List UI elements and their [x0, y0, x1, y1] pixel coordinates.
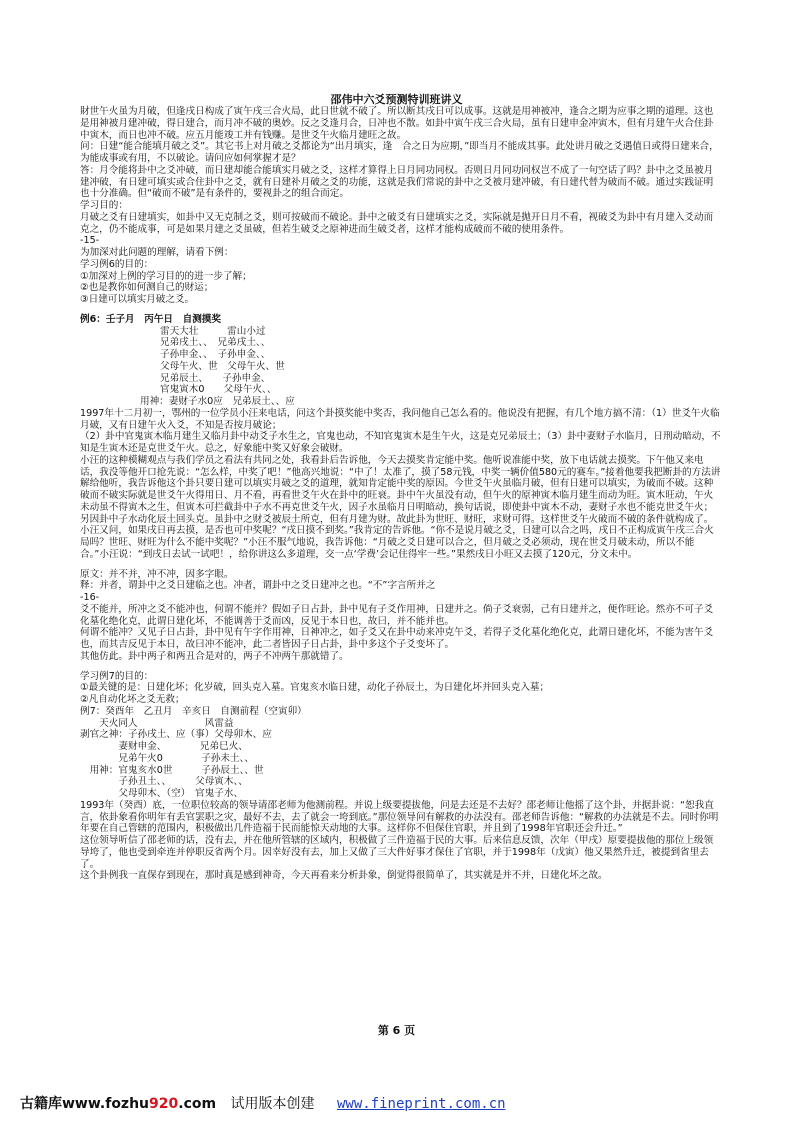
chart-line: 子孙丑土、、 父母寅木、、 [80, 776, 248, 788]
paragraph: 问：日建“能合能填月破之爻”。其它书上对月破之爻都论为“出月填实，逢 合之日为应期，”即当月不能成其事。此处讲月破之爻遇值日或得日建来合，为能成事或有用，不以破论。请问应如何掌握才是？ [80, 141, 719, 164]
chart-line: 雷天大壮 雷山小过 [160, 325, 266, 337]
site-suffix: .com [178, 1096, 217, 1112]
paragraph: 1997年十二月初一，鄂州的一位学员小汪来电话，问这个卦摸奖能中奖否，我问他自己怎么看的。他说没有把握，有几个地方搞不清：（1）世爻午火临月破，又有日建午火入爻，不知是否按月破论； [80, 407, 720, 431]
chart-line: 兄弟辰土、 子孙申金、 [160, 372, 271, 384]
chart-line: 剥官之神：子孙戌土、应（事）父母卯木、应 [80, 729, 272, 741]
chart-line: 用神：官鬼亥水0世 子孙辰土、、世 [80, 764, 264, 776]
list-item: ②也是教你如何测自己的财运； [80, 282, 214, 294]
paragraph: 財世午火虽为月破，但逢戌日构成了寅午戌三合火局，此日世就不破了。所以断其戌日可以成事。这就是用神被冲，逢合之期为应事之期的道理。这也是用神被月建冲破，得日建合，而月冲不破的奥妙。反之爻逢月合，日冲也不散。如卦中寅午戌三合火局，虽有日建申金冲寅木，但有月建午火合住卦中寅木，而日也冲不破。应五月能竣工并有钱赚。是世爻午火临月建旺之故。 [80, 106, 714, 141]
paragraph: 为加深对此问题的理解，请看下例： [80, 247, 234, 258]
paragraph: 其他仿此。卦中两子和两丑合是对的，两子不冲两午那就错了。 [80, 650, 349, 662]
chart-line: 兄弟戌土、、 兄弟戌土、、 [160, 337, 271, 349]
chart-line: 父母午火、世 父母午火、世 [160, 360, 285, 372]
page-number: 第 6 页 [377, 1024, 416, 1037]
paragraph: 1993年（癸酉）底，一位职位较高的领导请邵老师为他测前程。并说上级要提拔他，问是去还是不去好？邵老师让他摇了这个卦，并据卦说：“恕我直言，依卦象看你明年有丢官罢职之灾，最好不去，去了就会一垮到底。”那位领导问有解救的办法没有。邵老师告诉他：“解救的办法就是不去。同时你明年要在自己管辖的范围内，积极做出几件造福于民而能惊天动地的大事。这样你不但保住官职，并且到了1998年官职还会升迁。” [80, 799, 719, 835]
paragraph: 月破之爻有日建填实，如卦中又无克制之爻，则可按破而不破论。卦中之破爻有日建填实之爻，实际就是抛开日月不看，视破爻为卦中有月建入爻动而克之，仍不能成事，可是如果月建之爻虽破，但若生破爻之原神进而生破爻者，这样才能构成破而不破的使用条件。 [80, 211, 714, 235]
chart-line: 天火同人 风雷益 [80, 717, 234, 729]
original-text: 原文：并不并，冲不冲，因多字眼。 [80, 568, 234, 580]
page-header-title: 邵伟中六爻预测特训班讲义 [330, 93, 463, 106]
list-item: ③日建可以填实月破之爻。 [80, 294, 195, 305]
section-heading: 学习例7的目的： [80, 670, 154, 682]
chart-line: 用神：妻财子水0应 兄弟辰土、、应 [140, 396, 295, 407]
example-title: 例6：壬子月 丙午日 自测摸奖 [80, 313, 221, 325]
paragraph: 何谓不能冲？又见子日占卦，卦中见有午字作用神，日神冲之，如子爻又在卦中动来冲克午爻，若得子爻化墓化绝化克，此谓日建化坏，不能为害午爻也，而其吉反见于本日，故曰冲不能冲，此二者皆因子日占卦，卦中多这个子爻变坏了。 [80, 627, 714, 650]
brand-name: 古籍库 [20, 1096, 62, 1112]
section-heading: 学习目的： [80, 200, 128, 211]
chart-line: 兄弟午火0 子孙未土、、 [80, 752, 254, 764]
explanation: 释：并者，谓卦中之爻日建临之也。冲者，谓卦中之爻日建冲之也。“不”字言所并之 [80, 580, 436, 592]
chart-line: 父母卯木、（空） 官鬼子水、 [80, 788, 244, 799]
paragraph: 爻不能并，所冲之爻不能冲也，何谓不能并？假如子日占卦，卦中见有子爻作用神，日建并之。倘子爻衰弱，己有日建并之，便作旺论。然亦不可子爻化墓化绝化克，此谓日建化坏，不能调善于爻而凶，反见于本日也，故曰，并不能并也。 [80, 603, 714, 627]
document-body [80, 106, 722, 882]
chart-line: 子孙申金、、 子孙申金、、 [160, 349, 271, 360]
page-marker: -16- [80, 592, 100, 603]
site-prefix: www.fozhu [62, 1096, 150, 1112]
example-title: 例7：癸酉年 乙丑月 辛亥日 自测前程（空寅卯） [80, 705, 307, 717]
website-link-fineprint[interactable]: www.fineprint.com.cn [336, 1096, 506, 1112]
paragraph: 这个卦例我一直保存到现在，那时真是感到神奇，今天再看来分析卦象，倒觉得很简单了，其实就是并不并，日建化坏之故。 [80, 870, 608, 882]
chart-line: 官鬼寅木0 父母午火、、 [160, 384, 277, 396]
paragraph: 这位领导听信了邵老师的话，没有去，并在他所管辖的区域内，积极做了三件造福于民的大事。后来信息反馈，次年（甲戌）原要提拔他的那位上级领导垮了，他也受到牵连并停职反省两个月。因幸好没有去，加上又做了三大件好事才保住了官职，并于1998年（戊寅）他又果然升迁，被提到省里去了。 [80, 835, 714, 870]
list-item: ①加深对上例的学习目的的进一步了解； [80, 270, 252, 282]
section-heading: 学习例6的目的： [80, 258, 154, 270]
paragraph: 小汪的这种模糊观点与我们学员之看法有共同之处，我看卦后告诉他，今天去摸奖肯定能中奖。他听说准能中奖，放下电话就去摸奖。下午他又来电话，我没等他开口抢先说：“怎么样，中奖了吧！”他高兴地说：“中了！太准了，摸了58元钱，中奖一辆价值580元的赛车。”接着他要我把断卦的方法讲解给他听，我告诉他这个卦只要日建可以填实月破之爻的道理，就知肯定能中奖的原因。今世爻午火虽临月破，但有日建可以填实，为破而不破。这种破而不破实际就是世爻午火得用日、月不看，再看世爻午火在卦中的旺衰。卦中午火虽没有动，但午火的原神寅木临月建生而动为旺。寅木旺动，午火未动虽不得寅木之生，但寅木可拦截卦中子水不再克世爻午火，因子水虽临月日明暗动，换句话说，即使卦中寅木不动，妻财子水也不能克世爻午火；另因卦中子水动化辰土回头克。虽卦中之财爻被辰土所克，但有月建为财。故此卦为世旺、财旺，求财可得。这样世爻午火破而不破的条件就构成了。 [80, 454, 721, 525]
example-7-chart [80, 718, 722, 800]
list-item: ②凡自动化坏之爻无救； [80, 694, 185, 705]
paragraph: 小汪又问，如果戌日再去摸，是否也可中奖呢？“戌日摸不到奖。”我肯定的告诉他。“你不是说月破之爻，日建可以合之吗，戌日不正构成寅午戌三合火局吗？世旺、财旺为什么不能中奖呢？”小汪不服气地说，我告诉他：“月破之爻日建可以合之，但月破之爻必须动，现在世爻月破未动，所以不能合。”小汪说：“到戌日去试一试吧！，给你讲这么多道理，交一点‘学费’会记住得牢一些。”果然戌日小旺又去摸了120元，分文未中。 [80, 525, 714, 560]
trial-notice: 试用版本创建 [230, 1096, 315, 1112]
footer-bar [20, 1093, 780, 1115]
site-number: 920 [149, 1096, 179, 1112]
example-6-chart [80, 326, 722, 408]
page-marker: -15- [80, 235, 100, 247]
list-item: ①最关键的是：日建化坏；化岁破，回头克入墓。官鬼亥水临日建，动化子孙辰土，为日建化坏并回头克入墓； [80, 682, 550, 694]
website-link-fozhu[interactable] [62, 1096, 216, 1112]
paragraph: （2）卦中官鬼寅木临月建生又临月卦中动爻子水生之，官鬼也动，不知官鬼寅木是生午火，这是克兄弟辰土；（3）卦中妻财子水临月，日刑动暗动，不知是生寅木还是克世爻午火。总之，好象能中奖又好象会破财。 [80, 431, 721, 454]
chart-line: 妻财申金、 兄弟巳火、 [80, 741, 248, 752]
paragraph: 答：月令能将卦中之爻冲破，而日建却能合能填实月破之爻，这样才算得上日月同功同权。否则日月同功同权岂不成了一句空话了吗？卦中之爻虽被月建冲破，有日建可填实或合住卦中之爻，就有日建补月破之爻的功能，这就是我们常说的卦中之爻被月建冲破，有日建代替为破而不破。通过实践证明也十分准确。但“破而不破”是有条件的，要视卦之的组合而定。 [80, 164, 714, 200]
